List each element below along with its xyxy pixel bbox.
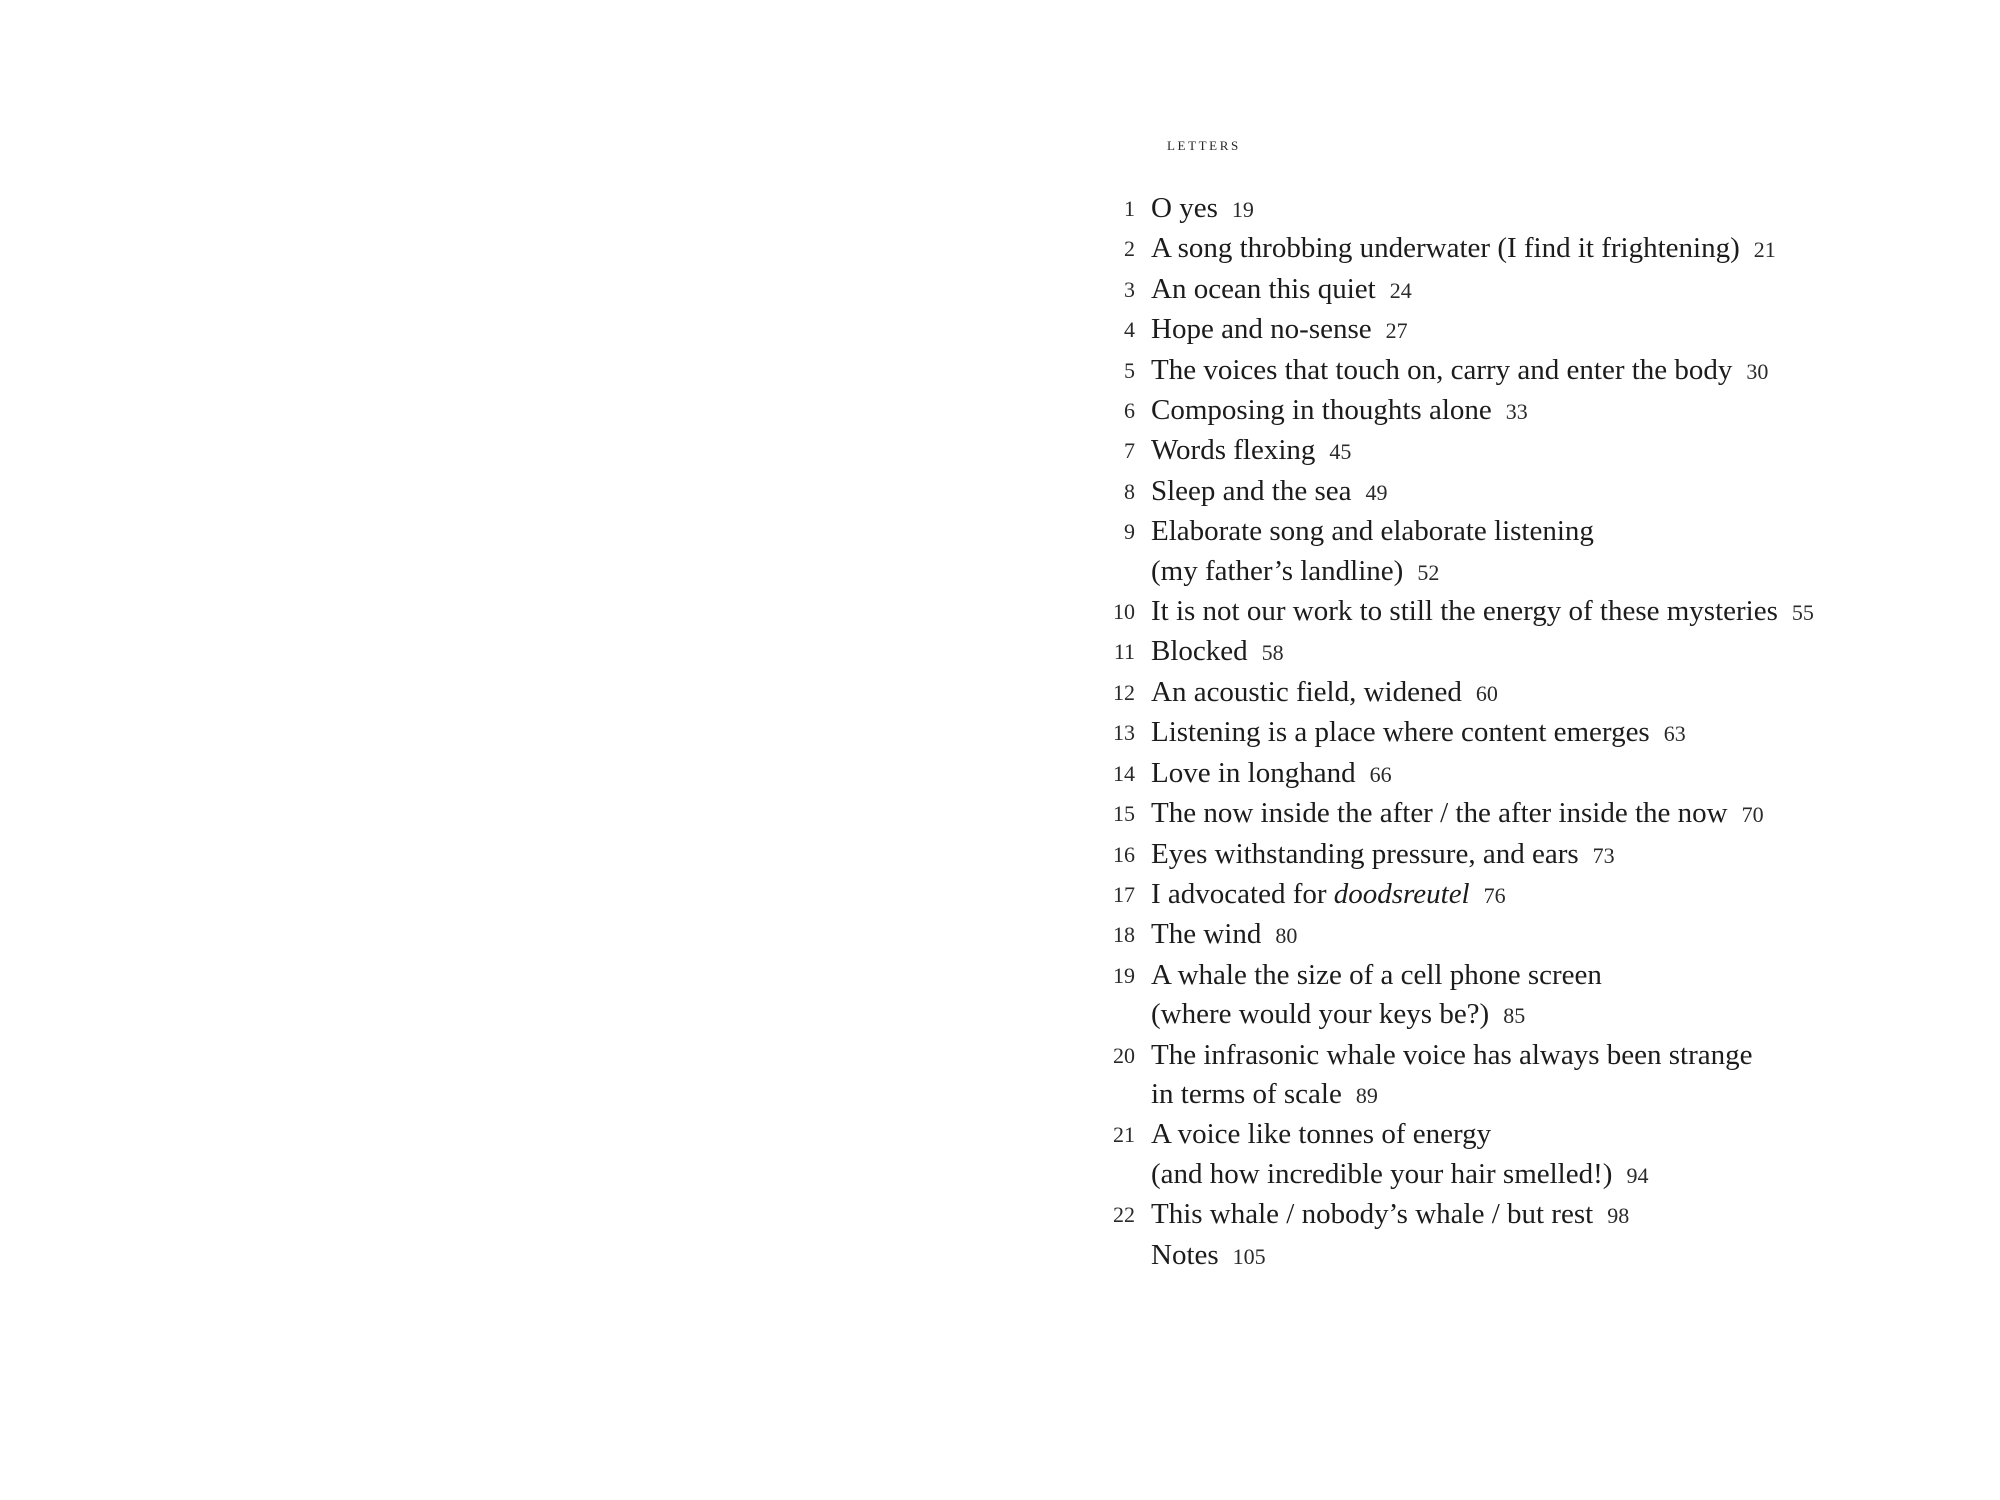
entry-number: 5 xyxy=(1124,357,1135,383)
entry-title xyxy=(1151,794,1980,834)
toc-entry xyxy=(1100,592,1980,632)
toc-entry xyxy=(1100,713,1980,753)
entry-number: 4 xyxy=(1124,317,1135,343)
entry-page-number: 27 xyxy=(1385,318,1408,344)
toc-entry xyxy=(1100,875,1980,915)
entry-page-number: 21 xyxy=(1753,237,1776,263)
toc-entry xyxy=(1100,229,1980,269)
entry-number: 20 xyxy=(1113,1042,1135,1068)
entry-title xyxy=(1151,270,1980,310)
entry-number: 6 xyxy=(1124,398,1135,424)
entry-title-line: Sleep and the sea 49 xyxy=(1151,474,1388,507)
entry-number: 19 xyxy=(1113,962,1135,988)
entry-number: 2 xyxy=(1124,236,1135,262)
entry-page-number: 94 xyxy=(1626,1162,1649,1188)
entry-page-number: 19 xyxy=(1231,197,1254,222)
entry-page-number: 76 xyxy=(1483,882,1506,908)
entry-page-number: 80 xyxy=(1275,923,1298,949)
entry-title xyxy=(1151,1195,1980,1235)
entry-title-line: (and how incredible your hair smelled!) 94 xyxy=(1151,1157,1649,1190)
toc-entry xyxy=(1100,794,1980,834)
entry-page-number: 105 xyxy=(1232,1243,1266,1269)
entry-title-line: Hope and no-sense 27 xyxy=(1151,313,1408,346)
entry-number: 12 xyxy=(1113,679,1135,705)
entry-title-line: Notes 105 xyxy=(1151,1238,1266,1271)
toc-entry xyxy=(1100,431,1980,471)
entry-number: 3 xyxy=(1124,276,1135,302)
entry-number: 13 xyxy=(1113,720,1135,746)
toc-entry xyxy=(1100,956,1980,1036)
entry-number: 18 xyxy=(1113,922,1135,948)
entry-title xyxy=(1151,310,1980,350)
toc-entry xyxy=(1100,673,1980,713)
entry-title xyxy=(1151,189,1980,229)
toc-entry xyxy=(1100,754,1980,794)
entry-page-number: 60 xyxy=(1475,680,1498,706)
entry-page-number: 85 xyxy=(1503,1003,1526,1029)
entry-title-line: An acoustic field, widened 60 xyxy=(1151,675,1498,708)
entry-title xyxy=(1151,391,1980,431)
entry-title-line: Words flexing 45 xyxy=(1151,434,1352,467)
entry-title xyxy=(1151,592,1980,632)
entry-title xyxy=(1151,512,1980,592)
entry-title-line: Love in longhand 66 xyxy=(1151,756,1392,789)
toc-entry xyxy=(1100,270,1980,310)
entry-title xyxy=(1151,956,1980,1036)
toc-entry xyxy=(1100,391,1980,431)
table-of-contents xyxy=(1100,189,1980,1276)
entry-title xyxy=(1151,754,1980,794)
entry-page-number: 33 xyxy=(1505,399,1528,425)
entry-page-number: 63 xyxy=(1663,721,1686,747)
entry-number: 21 xyxy=(1113,1122,1135,1148)
entry-page-number: 55 xyxy=(1791,600,1814,626)
entry-number: 16 xyxy=(1113,841,1135,867)
entry-page-number: 45 xyxy=(1329,439,1352,465)
entry-title xyxy=(1151,431,1980,471)
entry-title-line: The wind 80 xyxy=(1151,918,1298,951)
entry-page-number: 58 xyxy=(1261,640,1284,666)
entry-title-line: The now inside the after / the after inside the now 70 xyxy=(1151,797,1764,830)
entry-title xyxy=(1151,1115,1980,1195)
entry-title-line: The voices that touch on, carry and enter the body 30 xyxy=(1151,353,1769,386)
entry-title-line: The infrasonic whale voice has always been strange xyxy=(1151,1038,1753,1071)
entry-title xyxy=(1151,673,1980,713)
toc-entry xyxy=(1100,835,1980,875)
entry-page-number: 73 xyxy=(1592,842,1615,868)
entry-title-line: An ocean this quiet 24 xyxy=(1151,272,1412,305)
toc-entry xyxy=(1100,1115,1980,1195)
entry-title-line: (where would your keys be?) 85 xyxy=(1151,998,1526,1031)
entry-title xyxy=(1151,713,1980,753)
entry-title xyxy=(1151,351,1980,391)
entry-title-line: This whale / nobody’s whale / but rest 98 xyxy=(1151,1198,1630,1231)
entry-title xyxy=(1151,632,1980,672)
entry-number: 15 xyxy=(1113,801,1135,827)
toc-entry xyxy=(1100,512,1980,592)
entry-title-line: A voice like tonnes of energy xyxy=(1151,1118,1492,1151)
entry-page-number: 24 xyxy=(1389,277,1412,303)
entry-title-line: Eyes withstanding pressure, and ears 73 xyxy=(1151,837,1615,870)
entry-title-line: It is not our work to still the energy of these mysteries 55 xyxy=(1151,595,1814,628)
entry-title xyxy=(1151,915,1980,955)
toc-entry xyxy=(1100,351,1980,391)
entry-page-number: 30 xyxy=(1746,358,1769,384)
entry-page-number: 70 xyxy=(1741,802,1764,828)
entry-page-number: 98 xyxy=(1607,1203,1630,1229)
entry-number: 8 xyxy=(1124,478,1135,504)
entry-title-line: A song throbbing underwater (I find it frightening) 21 xyxy=(1151,232,1776,265)
section-heading: letters xyxy=(1167,134,1241,154)
entry-number: 17 xyxy=(1113,881,1135,907)
entry-title-line: Listening is a place where content emerges 63 xyxy=(1151,716,1686,749)
entry-page-number: 49 xyxy=(1365,479,1388,505)
entry-title-line: in terms of scale 89 xyxy=(1151,1077,1378,1110)
entry-title-italic: doodsreutel xyxy=(1333,877,1470,910)
entry-title-line: I advocated for doodsreutel 76 xyxy=(1151,877,1506,910)
entry-title-line: Elaborate song and elaborate listening xyxy=(1151,515,1594,548)
entry-title xyxy=(1151,1236,1980,1276)
entry-page-number: 89 xyxy=(1355,1082,1378,1108)
entry-title-line: Composing in thoughts alone 33 xyxy=(1151,394,1528,427)
entry-title-line: A whale the size of a cell phone screen xyxy=(1151,958,1602,991)
entry-title-line: Blocked 58 xyxy=(1151,635,1284,668)
entry-number: 14 xyxy=(1113,760,1135,786)
entry-title-line: O yes 19 xyxy=(1151,192,1254,224)
entry-title xyxy=(1151,835,1980,875)
toc-entry xyxy=(1100,915,1980,955)
entry-title xyxy=(1151,875,1980,915)
toc-entry-notes xyxy=(1100,1236,1980,1276)
toc-entry xyxy=(1100,189,1980,229)
entry-title xyxy=(1151,472,1980,512)
entry-title xyxy=(1151,1036,1980,1116)
toc-entry xyxy=(1100,1036,1980,1116)
entry-page-number: 52 xyxy=(1417,559,1440,585)
entry-number: 7 xyxy=(1124,438,1135,464)
entry-title xyxy=(1151,229,1980,269)
entry-page-number: 66 xyxy=(1369,761,1392,787)
toc-entry xyxy=(1100,472,1980,512)
entry-number: 11 xyxy=(1113,639,1135,665)
entry-title-line: (my father’s landline) 52 xyxy=(1151,554,1440,587)
entry-number: 1 xyxy=(1124,196,1135,221)
entry-number: 10 xyxy=(1113,599,1135,625)
toc-entry xyxy=(1100,310,1980,350)
entry-number: 9 xyxy=(1124,519,1135,545)
entry-number: 22 xyxy=(1113,1202,1135,1228)
toc-entry xyxy=(1100,632,1980,672)
toc-entry xyxy=(1100,1195,1980,1235)
